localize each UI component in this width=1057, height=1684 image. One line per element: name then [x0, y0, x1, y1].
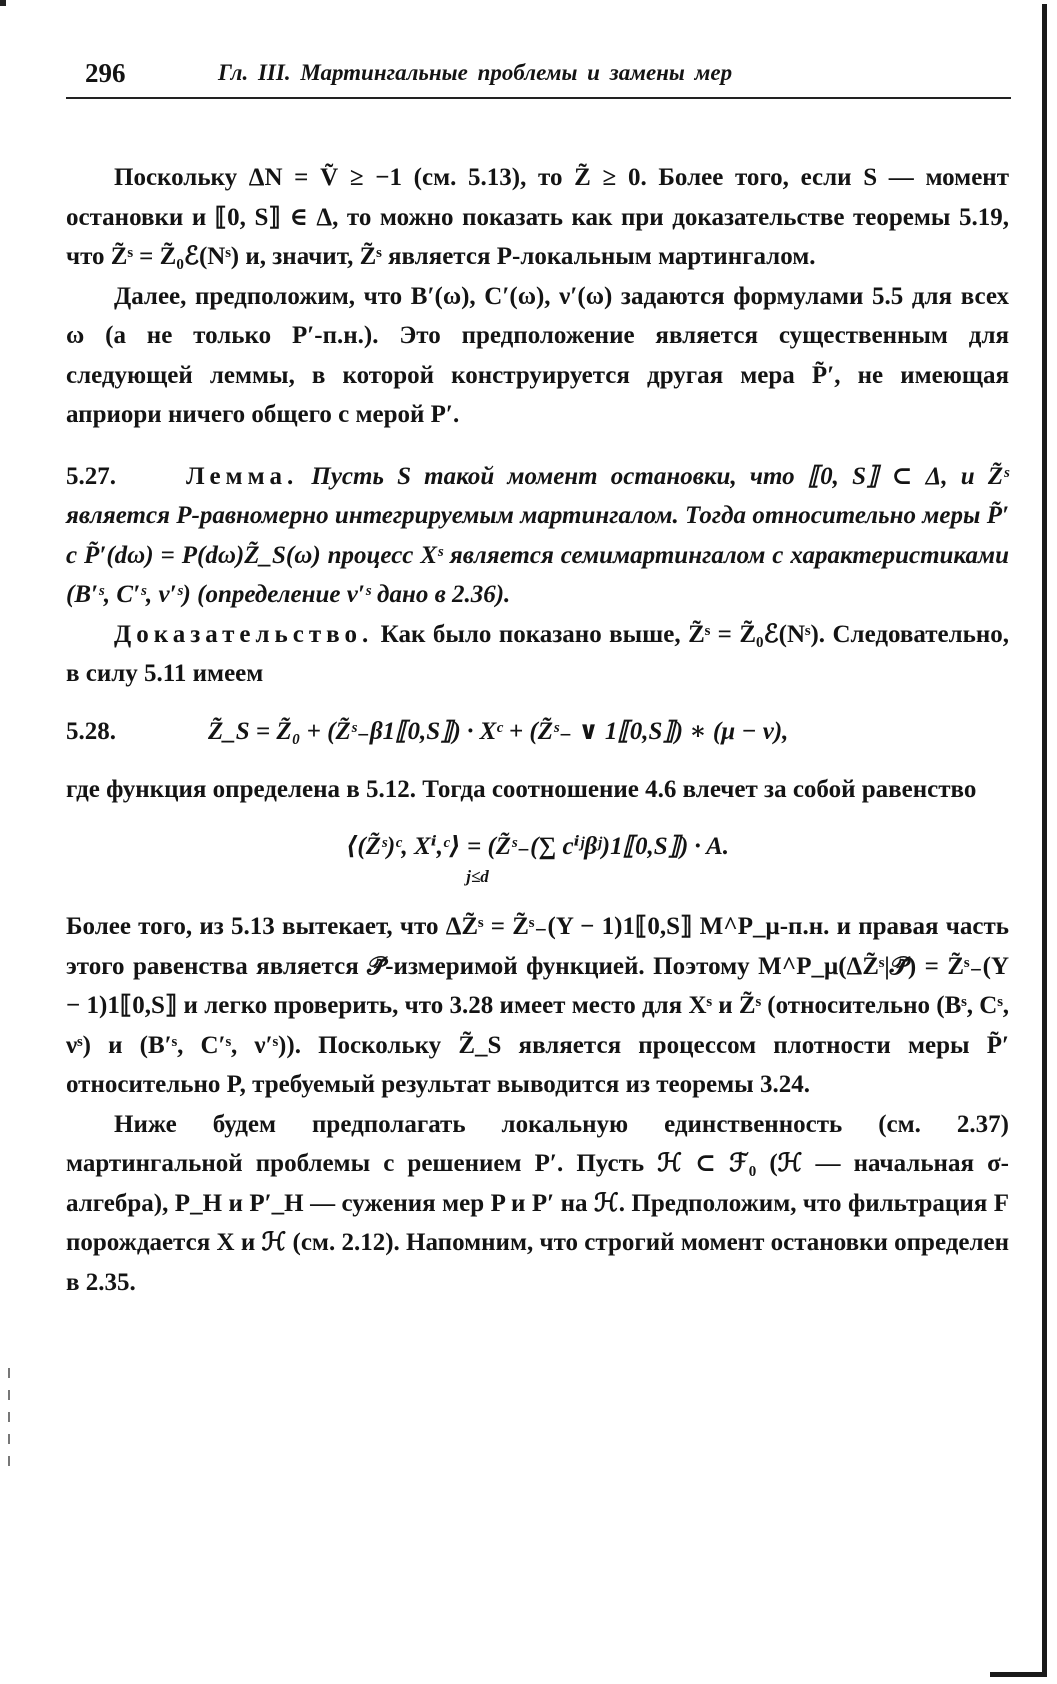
paragraph-3: где функция определена в 5.12. Тогда соотношение 4.6 влечет за собой равенство [66, 775, 977, 803]
equation-number: 5.28. [66, 717, 116, 745]
paragraph-5: Ниже будем предполагать локальную единственность (см. 2.37) мартингальной проблемы с решением P′. Пусть ℋ ⊂ ℱ₀ (ℋ — начальная σ-алгебра), P_H и P′_H — сужения мер P и P′ на ℋ. Предположим, что фильтрация F порождается X и ℋ (см. 2.12). Напомним, что строгий момент остановки определен в 2.35. [66, 1110, 1009, 1296]
running-head: Гл. III. Мартингальные проблемы и замены мер [218, 60, 733, 85]
equation-body: Z̃_S = Z̃₀ + (Z̃ˢ₋β1⟦0,S⟧) · Xᶜ + (Z̃ˢ₋ ∨ 1⟦0,S⟧) ∗ (μ − ν), [208, 717, 789, 745]
proof-heading: Доказательство. [114, 620, 374, 648]
page-header [63, 58, 1011, 92]
corner-mark [0, 0, 6, 6]
page-number: 296 [85, 58, 126, 88]
display-equation-subscript: j≤d [466, 867, 489, 886]
lemma-block [66, 457, 1009, 615]
lemma-number: 5.27. [66, 462, 116, 490]
paragraph-4: Более того, из 5.13 вытекает, что ΔZ̃ˢ = Z̃ˢ₋(Y − 1)1⟦0,S⟧ M^P_μ-п.н. и правая часть этого равенства является 𝒫̃-измеримой функцией. Поэтому M^P_μ(ΔZ̃ˢ|𝒫̃) = Z̃ˢ₋(Y − 1)1⟦0,S⟧ и легко проверить, что 3.28 имеет место для Xˢ и Z̃ˢ (относительно (Bˢ, Cˢ, νˢ) и (B′ˢ, C′ˢ, ν′ˢ)). Поскольку Z̃_S является процессом плотности меры P̃′ относительно P, требуемый результат выводится из теоремы 3.24. [66, 913, 1009, 1098]
lemma-heading: Лемма. [186, 462, 299, 490]
page-edge-rule [1042, 4, 1047, 1676]
page-corner-rule [990, 1672, 1047, 1677]
header-rule [66, 97, 1011, 99]
paragraph-1: Поскольку ΔN = Ṽ ≥ −1 (см. 5.13), то Z̃ ≥ 0. Более того, если S — момент остановки и ⟦0, S⟧ ∈ Δ, то можно показать как при доказательстве теоремы 5.19, что Z̃ˢ = Z̃₀ℰ(Nˢ) и, значит, Z̃ˢ является P-локальным мартингалом. [66, 164, 1009, 270]
display-equation: ⟨(Z̃ˢ)ᶜ, Xⁱ,ᶜ⟩ = (Z̃ˢ₋(∑ cⁱʲβʲ)1⟦0,S⟧) · A. [345, 833, 730, 860]
proof-block [66, 615, 1009, 694]
lemma-statement: Пусть S такой момент остановки, что ⟦0, S⟧ ⊂ Δ, и Z̃ˢ является P-равномерно интегрируемым мартингалом. Тогда относительно меры P̃′ с P̃′(dω) = P(dω)Z̃_S(ω) процесс Xˢ является семимартингалом с характеристиками (B′ˢ, C′ˢ, ν′ˢ) (определение ν′ˢ дано в 2.36). [66, 462, 1010, 608]
paragraph-2: Далее, предположим, что B′(ω), C′(ω), ν′(ω) задаются формулами 5.5 для всех ω (а не только P′-п.н.). Это предположение является существенным для следующей леммы, в которой конструируется другая мера P̃′, не имеющая априори ничего общего с мерой P′. [66, 282, 1009, 428]
margin-dash [8, 1368, 10, 1476]
page-body [66, 158, 1009, 1302]
equation-5-28 [66, 708, 1009, 758]
proof-text: Как было показано выше, Z̃ˢ = Z̃₀ℰ(Nˢ). Следовательно, в силу 5.11 имеем [66, 620, 1009, 687]
